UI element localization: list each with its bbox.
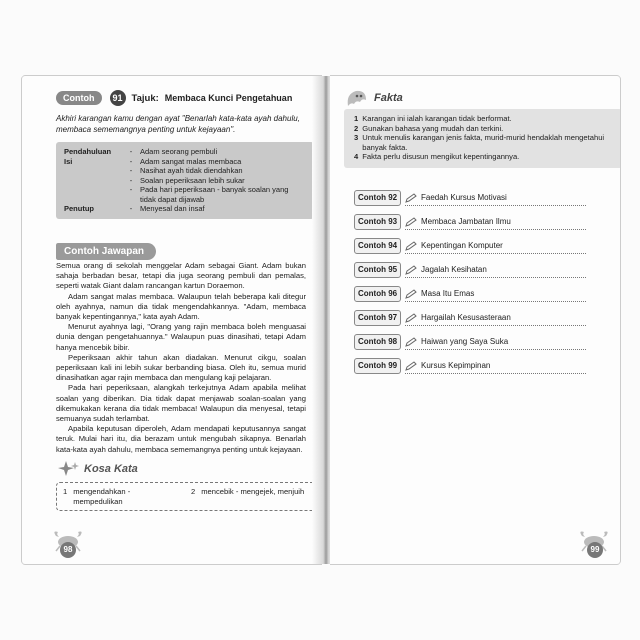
jawapan-title: Contoh Jawapan [56,243,156,260]
fakta-item: 3 Untuk menulis karangan jenis fakta, murid-murid hendaklah mengetahui banyak fakta. [354,133,605,152]
pencil-icon [405,193,417,203]
outline-row [62,157,308,167]
contoh-number: 91 [110,90,126,106]
outline-row [62,147,308,157]
fakta-title: Fakta [374,92,403,104]
outline-dash: - [129,166,133,175]
contoh-tag: Contoh 94 [354,238,401,254]
essay-paragraph-1: Semua orang di sekolah menggelar Adam sebagai Giant. Adam bukan sahaja berbadan besar, tetapi dia juga seorang pembuli dan pemalas, seperti watak Giant dalam rancangan kartun Doraemon. [56,261,306,291]
outline-label: Pendahuluan [64,147,112,156]
contoh-tag: Contoh 92 [354,190,401,206]
outline-label: Penutup [64,204,94,213]
contoh-row[interactable] [354,308,586,328]
contoh-title: Membaca Jambatan Ilmu [421,217,511,226]
essay-paragraph-3: Menurut ayahnya lagi, "Orang yang rajin membaca boleh menguasai dunia dengan pengetahuannya." Walaupun puas dinasihati, tetapi Adam hanya mencebik bibir. [56,322,306,352]
contoh-row[interactable] [354,356,586,376]
outline-label [62,185,124,204]
outline-label [62,166,124,176]
outline-text: Menyesal dan insaf [140,204,205,213]
contoh-tag: Contoh 99 [354,358,401,374]
fakta-header [344,88,403,108]
outline-text: Nasihat ayah tidak diendahkan [140,166,243,175]
left-page [22,76,322,564]
outline-table [62,147,308,214]
essay-paragraph-2: Adam sangat malas membaca. Walaupun telah beberapa kali ditegur oleh ayahnya, namun dia tidak mengendahkannya. "Adam, membaca banyak kepentingannya," kata ayah Adam. [56,291,306,322]
contoh-title: Kepentingan Komputer [421,241,503,250]
outline-label: Isi [64,156,73,166]
contoh-tag: Contoh 93 [354,214,401,230]
outline-text: Pada hari peperiksaan - banyak soalan yang tidak dapat dijawab [140,185,289,204]
fakta-item: 1 Karangan ini ialah karangan tidak berformat. [354,114,512,123]
kosa-kata-item-1: 1 mengendahkan - mempedulikan [63,487,131,506]
pencil-icon [405,313,417,323]
pencil-icon [405,241,417,251]
outline-row [62,204,308,214]
outline-dash: - [129,204,133,213]
contoh-title: Hargailah Kesusasteraan [421,313,511,322]
pencil-icon [405,289,417,299]
outline-row [62,166,308,176]
contoh-row[interactable] [354,260,586,280]
contoh-label: Contoh [56,91,102,105]
kosa-kata-title: Kosa Kata [84,463,138,475]
jawapan-header [56,241,156,260]
pencil-icon [405,217,417,227]
sparkle-icon [58,460,80,478]
contoh-tag: Contoh 97 [354,310,401,326]
contoh-row[interactable] [354,236,586,256]
pencil-icon [405,337,417,347]
tajuk-text: Membaca Kunci Pengetahuan [164,93,293,103]
outline-dash: - [129,156,133,166]
contoh-tag: Contoh 98 [354,334,401,350]
instruction-text: Akhiri karangan kamu dengan ayat "Benarlah kata-kata ayah dahulu, membaca sememangnya penting untuk kejayaan". [56,114,300,134]
contoh-tag: Contoh 95 [354,262,401,278]
tajuk-label: Tajuk: [131,92,159,104]
essay-paragraph-4: Peperiksaan akhir tahun akan diadakan. Menurut cikgu, soalan peperiksaan kali ini lebih sukar berbanding biasa. Oleh itu, semua murid dinasihatkan agar rajin membaca dan mengulang kaji pelajaran. [56,352,306,383]
fakta-item: 2 Gunakan bahasa yang mudah dan terkini. [354,123,504,133]
outline-row [62,185,308,204]
right-page [330,76,620,564]
contoh-title: Kursus Kepimpinan [421,361,491,370]
contoh-title: Jagalah Kesihatan [421,265,487,274]
essay-body [56,261,306,455]
page-number-left: 98 [60,542,76,558]
outline-text: Soalan peperiksaan lebih sukar [140,175,245,185]
ghost-icon [344,88,370,108]
fakta-list [354,114,616,162]
left-header [56,90,292,106]
essay-paragraph-5: Pada hari peperiksaan, alangkah terkejutnya Adam apabila melihat soalan yang diberikan. Dia tidak dapat menjawab soalan-soalan yang dikemukakan kerana dia tidak membaca! Walaupun dia menyesal, tetapi semuanya sudah terlambat. [56,383,306,424]
pencil-icon [405,265,417,275]
contoh-row[interactable] [354,212,586,232]
pencil-icon [405,361,417,371]
outline-dash: - [129,147,133,156]
contoh-row[interactable] [354,188,586,208]
contoh-row[interactable] [354,284,586,304]
contoh-title: Faedah Kursus Motivasi [421,193,507,202]
contoh-tag: Contoh 96 [354,286,401,302]
fakta-box [344,109,620,168]
outline-dash: - [129,175,133,185]
outline-text: Adam seorang pembuli [140,147,218,156]
kosa-kata-header [58,460,138,478]
outline-row [62,176,308,186]
outline-text: Adam sangat malas membaca [140,156,242,166]
kosa-kata-item-2: 2 mencebik - mengejek, menjuih [191,487,305,496]
outline-box [56,142,314,219]
fakta-item: 4 Fakta perlu disusun mengikut kepentingannya. [354,152,520,162]
kosa-kata-box [56,482,316,511]
contoh-title: Masa Itu Emas [421,289,475,298]
page-number-right: 99 [587,542,603,558]
contoh-row[interactable] [354,332,586,352]
contoh-list [354,188,586,380]
outline-dash: - [129,185,133,194]
outline-label [62,176,124,186]
essay-paragraph-6: Apabila keputusan diperoleh, Adam mendapati keputusannya sangat teruk. Mulai hari itu, dia berazam untuk mengubah sikapnya. Benarlah kata-kata ayah dahulu, membaca sememangnya penting untuk kejayaan. [56,424,306,454]
contoh-title: Haiwan yang Saya Suka [421,337,509,346]
